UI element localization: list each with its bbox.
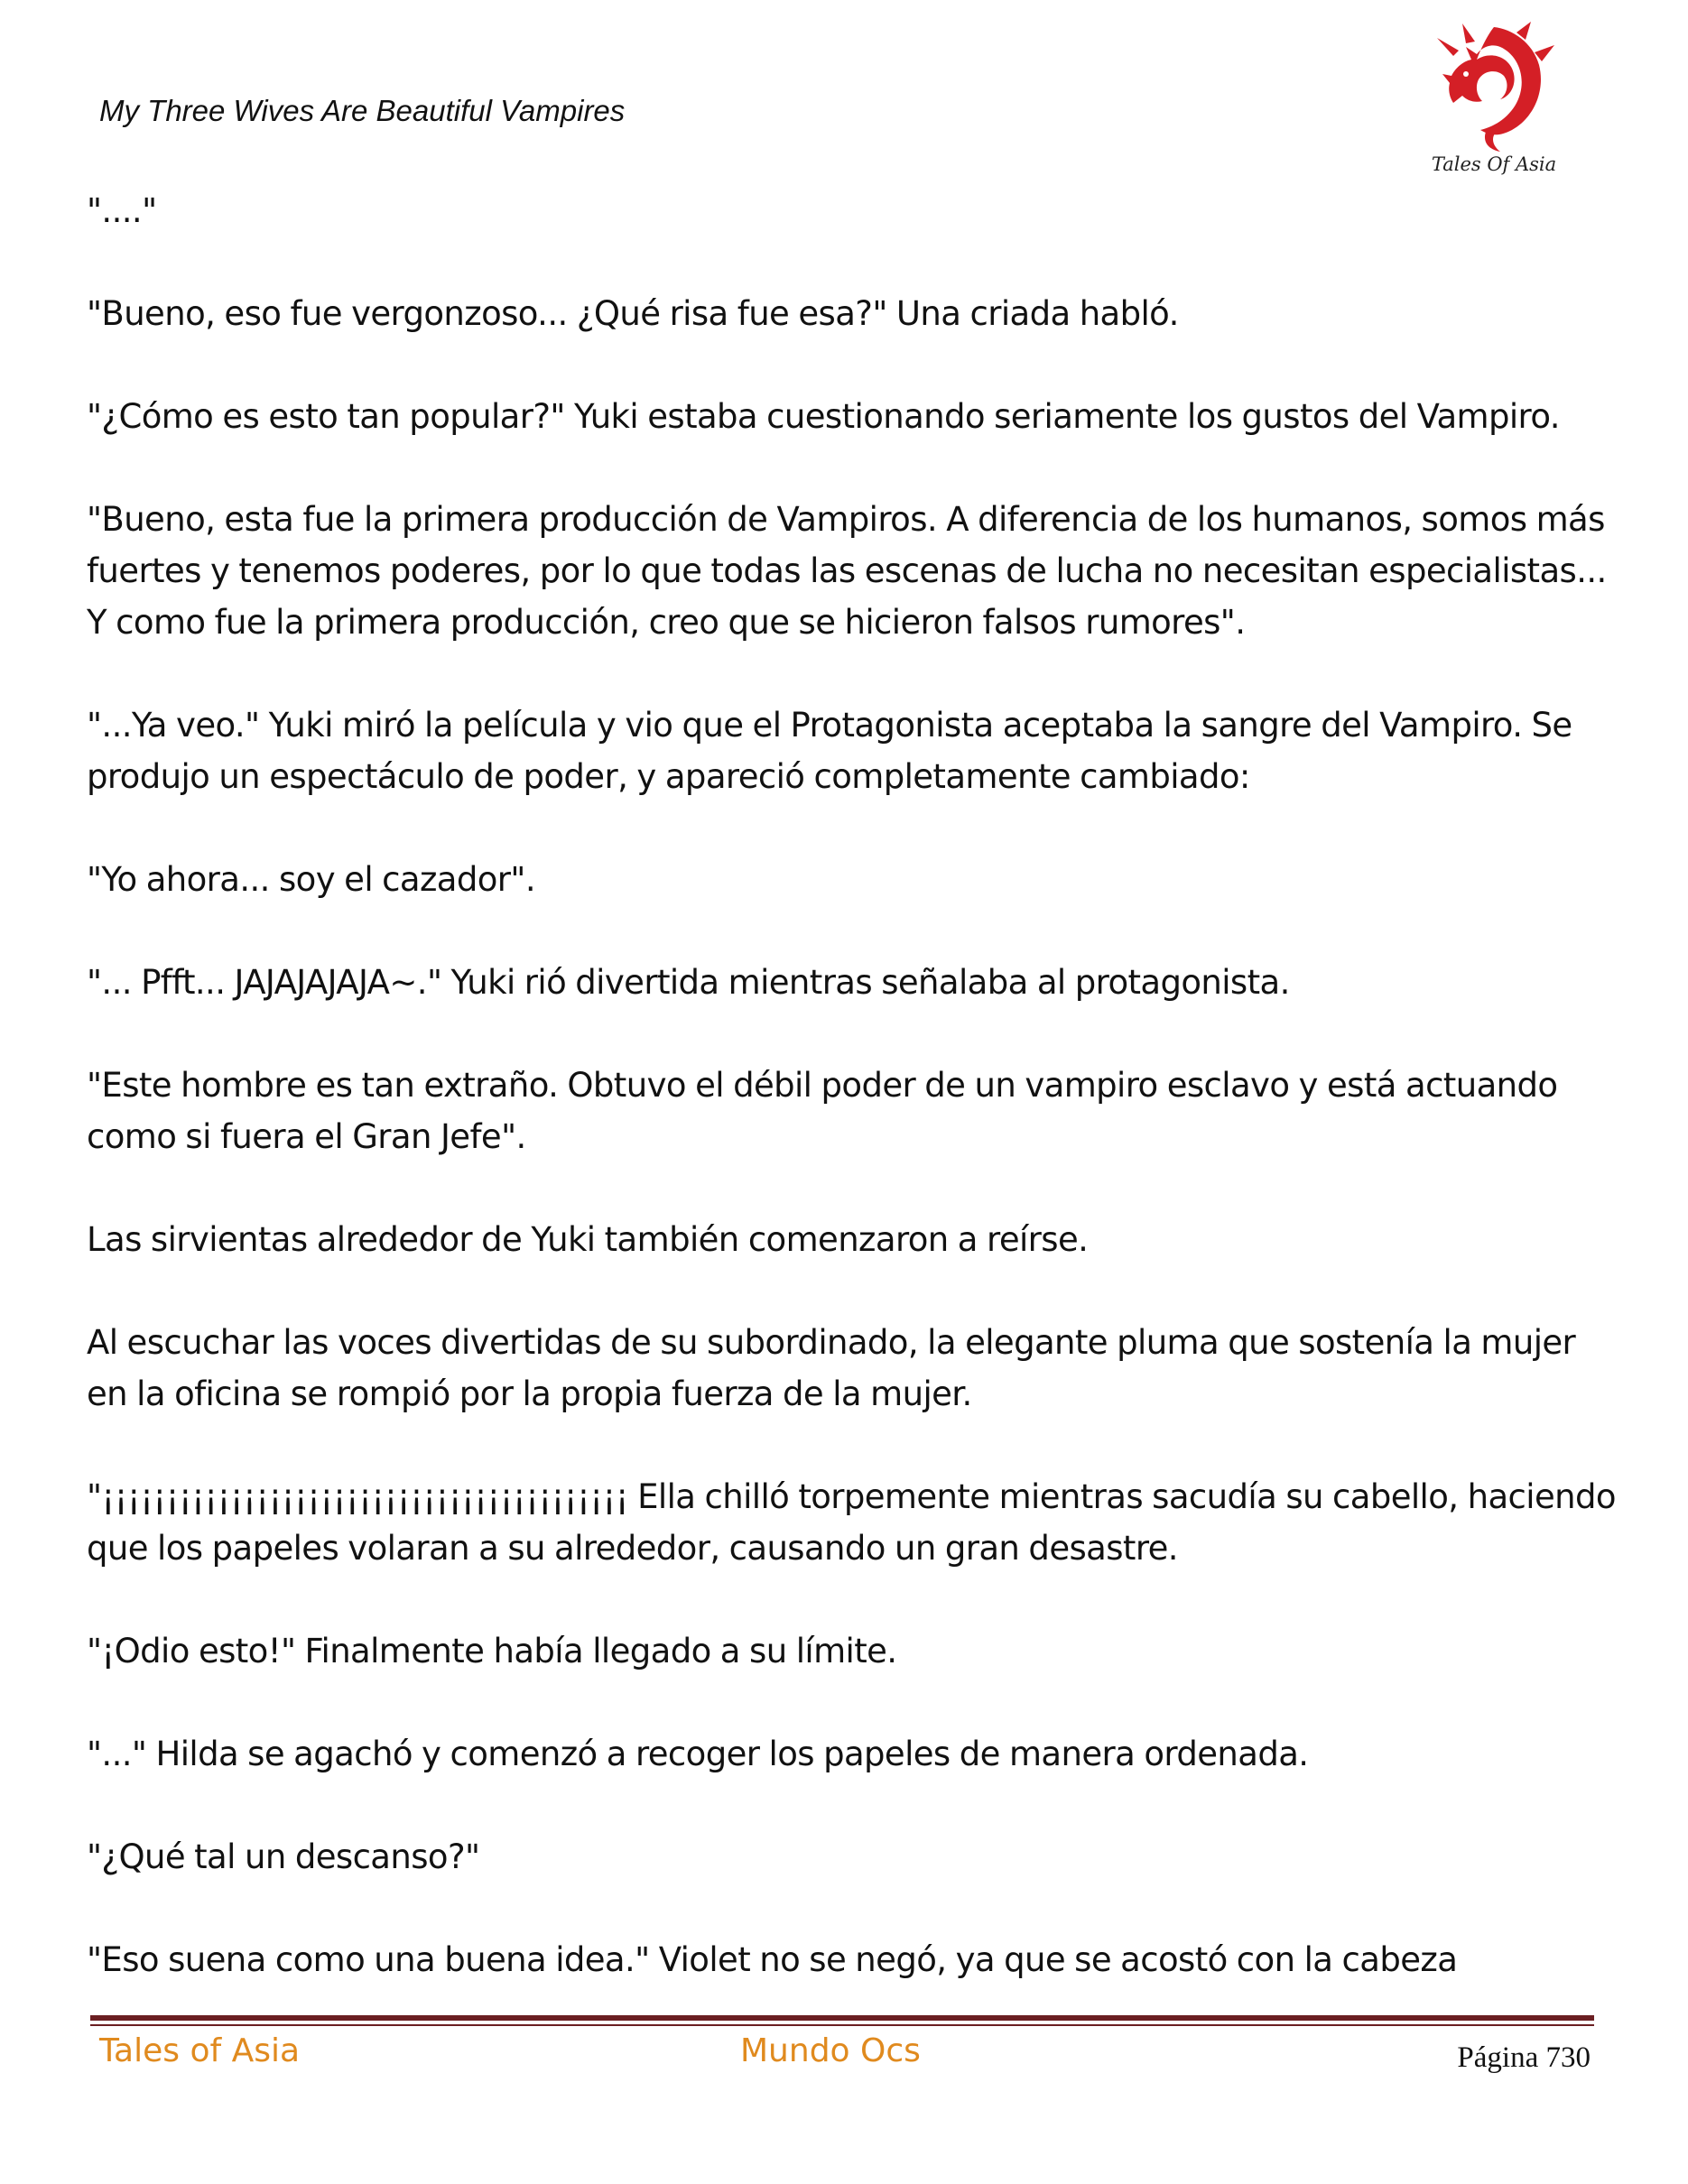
paragraph: "¡Odio esto!" Finalmente había llegado a su límite.: [87, 1632, 897, 1670]
paragraph: "¿Qué tal un descanso?": [87, 1837, 480, 1876]
footer-section-name: Mundo Ocs: [740, 2032, 921, 2069]
paragraph: "... Pfft... JAJAJAJAJA~." Yuki rió divertida mientras señalaba al protagonista.: [87, 963, 1290, 1002]
paragraph: "Bueno, esta fue la primera producción de Vampiros. A diferencia de los humanos, somos más fuertes y tenemos poderes, por lo que todas las escenas de lucha no necesitan especialistas... Y como fue la primera producción, creo que se hicieron falsos rumores".: [87, 500, 1607, 642]
dragon-icon: [1426, 20, 1562, 155]
paragraph: "¿Cómo es esto tan popular?" Yuki estaba cuestionando seriamente los gustos del Vampiro.: [87, 397, 1560, 436]
paragraph: "Este hombre es tan extraño. Obtuvo el débil poder de un vampiro esclavo y está actuando como si fuera el Gran Jefe".: [87, 1066, 1558, 1156]
book-title: My Three Wives Are Beautiful Vampires: [99, 94, 626, 127]
logo-text: Tales Of Asia: [1431, 153, 1557, 175]
chapter-body: [87, 185, 1621, 1985]
paragraph: Al escuchar las voces divertidas de su subordinado, la elegante pluma que sostenía la mujer en la oficina se rompió por la propia fuerza de la mujer.: [87, 1323, 1576, 1413]
paragraph: "Bueno, eso fue vergonzoso... ¿Qué risa fue esa?" Una criada habló.: [87, 294, 1179, 333]
paragraph: "....": [87, 191, 157, 230]
page-number: Página 730: [1457, 2041, 1591, 2074]
footer-rule-thin: [90, 2024, 1594, 2026]
paragraph-cut-off: "Eso suena como una buena idea." Violet no se negó, ya que se acostó con la cabeza: [87, 1940, 1458, 1979]
paragraph: "Yo ahora... soy el cazador".: [87, 860, 535, 899]
footer-rule: [90, 2015, 1594, 2021]
paragraph: Las sirvientas alrededor de Yuki también comenzaron a reírse.: [87, 1220, 1089, 1259]
paragraph: "..." Hilda se agachó y comenzó a recoger los papeles de manera ordenada.: [87, 1735, 1309, 1773]
tales-of-asia-logo: [1426, 20, 1562, 182]
paragraph: "...Ya veo." Yuki miró la película y vio que el Protagonista aceptaba la sangre del Vampiro. Se produjo un espectáculo de poder, y apareció completamente cambiado:: [87, 706, 1572, 796]
footer-site-name: Tales of Asia: [99, 2032, 301, 2069]
paragraph: "¡¡¡¡¡¡¡¡¡¡¡¡¡¡¡¡¡¡¡¡¡¡¡¡¡¡¡¡¡¡¡¡¡¡¡¡¡¡¡¡¡ Ella chilló torpemente mientras sacudía su cabello, haciendo que los papeles volaran a su alrededor, causando un gran desastre.: [87, 1477, 1616, 1568]
